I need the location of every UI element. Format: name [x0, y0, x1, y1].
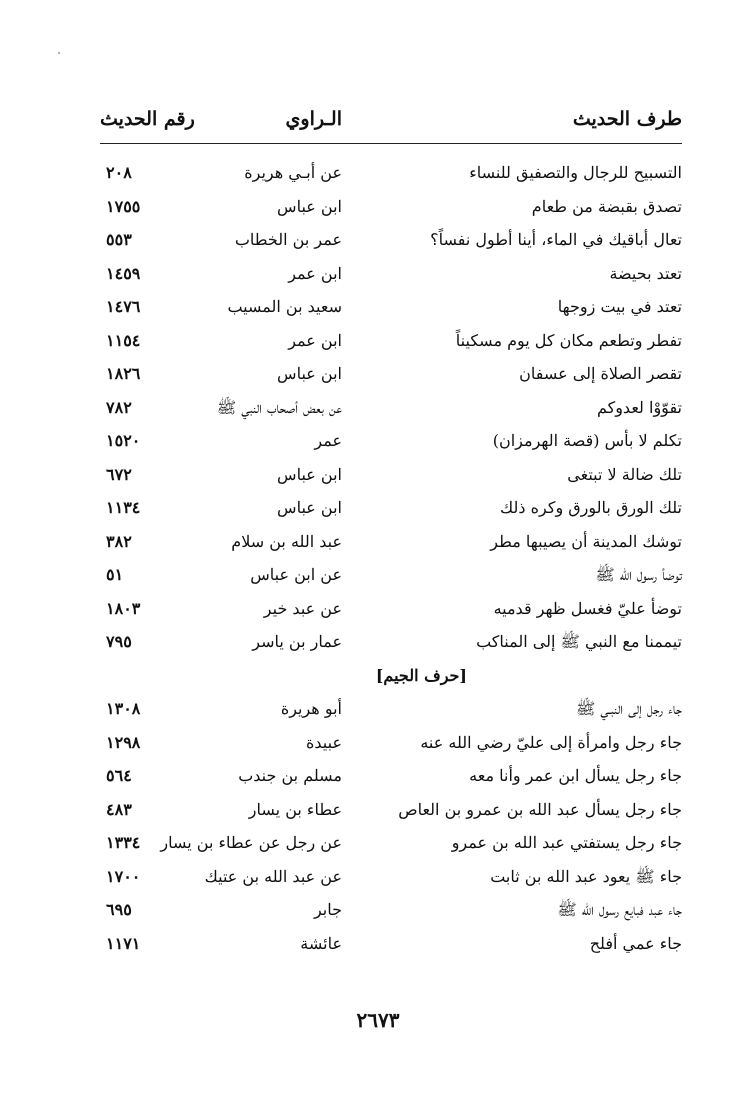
list-item	[100, 864, 682, 898]
hadith-term: جاء رجل يسأل ابن عمر وأنا معه	[469, 766, 682, 785]
hadith-narrator: عطاء بن يسار	[248, 799, 342, 819]
hadith-narrator: عمار بن ياسر	[252, 632, 342, 651]
list-item	[100, 562, 682, 596]
hadith-term: التسبيح للرجال والتصفيق للنساء	[469, 163, 682, 182]
list-item	[100, 897, 682, 931]
hadith-number: ١٢٩٨	[106, 732, 141, 752]
hadith-narrator: جابر	[313, 900, 342, 919]
hadith-narrator: عن أبـي هريرة	[244, 163, 342, 182]
list-item	[100, 428, 682, 462]
hadith-narrator: عن رجل عن عطاء بن يسار	[160, 833, 342, 852]
hadith-narrator: عائشة	[300, 933, 342, 953]
list-item	[100, 830, 682, 864]
list-item	[100, 261, 682, 295]
hadith-number: ١٤٧٦	[106, 297, 141, 316]
list-item	[100, 495, 682, 529]
hadith-term: تعتد بحيضة	[609, 263, 682, 283]
header-number: رقم الحديث	[100, 108, 195, 130]
hadith-narrator: سعيد بن المسيب	[227, 297, 342, 316]
list-item	[100, 294, 682, 328]
hadith-number: ١٤٥٩	[106, 263, 141, 283]
list-item	[100, 696, 682, 730]
hadith-narrator: ابن عباس	[277, 498, 342, 517]
hadith-term: تلك الورق بالورق وكره ذلك	[500, 498, 682, 517]
hadith-term: جاء رجل يسأل عبد الله بن عمرو بن العاص	[398, 799, 682, 819]
list-item	[100, 763, 682, 797]
header-narrator: الـراوي	[285, 108, 342, 130]
hadith-number: ٤٨٣	[106, 799, 132, 819]
hadith-narrator: عن عبد خير	[263, 598, 342, 618]
hadith-number: ٧٨٢	[106, 397, 132, 417]
hadith-number: ١١٧١	[106, 933, 141, 953]
header-divider	[100, 143, 682, 144]
hadith-term: تقوّوْا لعدوكم	[596, 397, 682, 417]
hadith-term: تصدق بقبضة من طعام	[531, 196, 682, 216]
list-item	[100, 194, 682, 228]
hadith-number: ٦٩٥	[106, 900, 132, 919]
hadith-term: تكلم لا بأس (قصة الهرمزان)	[492, 431, 682, 450]
hadith-number: ٥١	[106, 565, 124, 584]
hadith-number: ٢٠٨	[106, 163, 132, 182]
hadith-number: ٣٨٢	[106, 531, 132, 551]
section-heading: [حرف الجيم]	[375, 665, 467, 685]
hadith-narrator: ابن عباس	[277, 364, 342, 383]
hadith-term: جاء عبد فبايع رسول الله ﷺ	[557, 900, 682, 919]
list-item	[100, 596, 682, 630]
hadith-narrator: عن بعض أصحاب النبي ﷺ	[216, 397, 342, 417]
table-header	[100, 108, 682, 146]
hadith-narrator: عمر بن الخطاب	[234, 230, 342, 249]
hadith-term: جاء رجل يستفتي عبد الله بن عمرو	[451, 833, 682, 852]
hadith-list	[100, 160, 682, 964]
hadith-number: ١٨٢٦	[106, 364, 141, 383]
hadith-term: تفطر وتطعم مكان كل يوم مسكيناً	[455, 330, 682, 350]
page-number: ٢٦٧٣	[356, 1008, 400, 1032]
hadith-term: جاء رجل وامرأة إلى عليّ رضي الله عنه	[420, 732, 682, 752]
index-rows	[100, 160, 682, 964]
hadith-narrator: عبد الله بن سلام	[231, 531, 342, 551]
hadith-narrator: ابن عمر	[288, 330, 342, 350]
list-item	[100, 797, 682, 831]
hadith-number: ١٥٢٠	[106, 431, 141, 450]
hadith-number: ١٣٣٤	[106, 833, 141, 852]
hadith-number: ٦٧٢	[106, 464, 132, 484]
hadith-number: ١١٥٤	[106, 330, 141, 350]
hadith-term: جاء عمي أفلح	[589, 933, 682, 953]
list-item	[100, 931, 682, 965]
hadith-term: جاء ﷺ يعود عبد الله بن ثابت	[490, 866, 682, 886]
hadith-term: توضأ رسول الله ﷺ	[595, 565, 682, 584]
list-item	[100, 529, 682, 563]
list-item	[100, 462, 682, 496]
list-item	[100, 629, 682, 663]
hadith-narrator: ابن عباس	[277, 464, 342, 484]
hadith-narrator: عن ابن عباس	[250, 565, 342, 584]
hadith-term: تعال أباقيك في الماء، أينا أطول نفساً؟	[430, 230, 682, 249]
list-item	[100, 395, 682, 429]
header-term: طرف الحديث	[572, 108, 682, 130]
hadith-number: ١٧٥٥	[106, 196, 141, 216]
hadith-term: جاء رجل إلى النبـي ﷺ	[575, 699, 682, 718]
hadith-term: توضأ عليّ فغسل ظهر قدميه	[493, 598, 682, 618]
hadith-narrator: أبو هريرة	[280, 699, 342, 718]
hadith-term: تلك ضالة لا تبتغى	[567, 464, 682, 484]
hadith-number: ١٣٠٨	[106, 699, 141, 718]
hadith-term: تعتد في بيت زوجها	[557, 297, 682, 316]
hadith-number: ٥٥٣	[106, 230, 132, 249]
hadith-narrator: عمر	[314, 431, 342, 450]
list-item	[100, 227, 682, 261]
hadith-narrator: ابن عمر	[288, 263, 342, 283]
list-item	[100, 361, 682, 395]
hadith-narrator: عبيدة	[306, 732, 342, 752]
hadith-number: ٥٦٤	[106, 766, 132, 785]
hadith-narrator: ابن عباس	[277, 196, 342, 216]
list-item	[100, 160, 682, 194]
scan-speck	[58, 52, 60, 54]
hadith-narrator: مسلم بن جندب	[238, 766, 342, 785]
section-heading-row	[100, 663, 682, 697]
hadith-number: ١٨٠٣	[106, 598, 141, 618]
hadith-term: تيممنا مع النبي ﷺ إلى المناكب	[476, 632, 682, 651]
hadith-term: تقصر الصلاة إلى عسفان	[519, 364, 682, 383]
hadith-number: ١١٣٤	[106, 498, 141, 517]
hadith-term: توشك المدينة أن يصيبها مطر	[490, 531, 682, 551]
hadith-number: ٧٩٥	[106, 632, 132, 651]
list-item	[100, 328, 682, 362]
index-page	[100, 108, 682, 146]
hadith-number: ١٧٠٠	[106, 866, 141, 886]
list-item	[100, 730, 682, 764]
hadith-narrator: عن عبد الله بن عتيك	[204, 866, 342, 886]
